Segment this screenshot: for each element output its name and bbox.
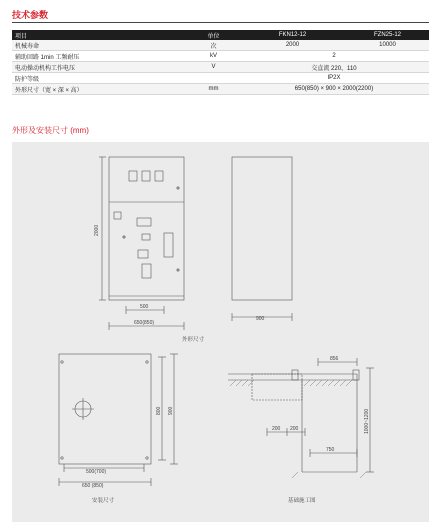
spec-table	[12, 30, 429, 95]
cell-fzn: 10000	[346, 40, 429, 51]
table-header-row	[12, 30, 429, 40]
title-rule	[12, 22, 429, 23]
table-row	[12, 84, 429, 95]
caption-foundation: 基础施工图	[288, 498, 316, 504]
cell-merged: 2	[239, 51, 429, 62]
col-fzn: FZN25-12	[346, 30, 429, 40]
cell-item: 防护等级	[12, 73, 188, 84]
dim-side-depth: 900	[256, 316, 265, 322]
cell-item: 外形尺寸（宽 × 深 × 高）	[12, 84, 188, 95]
foundation-view	[228, 358, 374, 472]
front-view-marks	[122, 186, 180, 272]
dim-install-depth-1: 800	[156, 406, 162, 415]
dim-foundation-200a: 200	[272, 426, 281, 432]
dim-foundation-height: 1000~1200	[364, 408, 370, 434]
dim-install-width-1: 500(700)	[86, 469, 107, 475]
table-row	[12, 51, 429, 62]
dim-front-height: 2000	[94, 224, 100, 236]
cell-merged: IP2X	[239, 73, 429, 84]
table-row	[12, 40, 429, 51]
technical-drawings	[12, 142, 429, 522]
cell-fkn: 2000	[239, 40, 346, 51]
cell-unit: mm	[188, 84, 239, 95]
dim-install-depth-2: 900	[168, 406, 174, 415]
install-view	[59, 354, 178, 486]
cell-item: 机械寿命	[12, 40, 188, 51]
cell-unit: kV	[188, 51, 239, 62]
dim-front-inner-width: 500	[140, 304, 149, 310]
cell-unit	[188, 73, 239, 84]
caption-outline: 外形尺寸	[182, 337, 205, 343]
drawing-panel	[12, 142, 429, 522]
dim-foundation-750: 750	[326, 447, 335, 453]
cell-item: 辅助回路 1min 工频耐压	[12, 51, 188, 62]
dim-foundation-top: 856	[330, 356, 339, 362]
cell-unit: V	[188, 62, 239, 73]
section-title-dimensions: 外形及安装尺寸 (mm)	[12, 126, 89, 135]
cell-merged: 交直流 220、110	[239, 62, 429, 73]
table-row	[12, 73, 429, 84]
dim-foundation-200b: 200	[290, 426, 299, 432]
col-fkn: FKN12-12	[239, 30, 346, 40]
caption-install: 安装尺寸	[92, 498, 115, 504]
cell-item: 电动操动机构工作电压	[12, 62, 188, 73]
table-row	[12, 62, 429, 73]
col-item: 项目	[12, 30, 188, 40]
col-unit: 单位	[188, 30, 239, 40]
side-view	[232, 157, 292, 321]
cell-unit: 次	[188, 40, 239, 51]
dim-front-width: 650(850)	[134, 320, 155, 326]
section-title-tech-params: 技术参数	[12, 10, 49, 20]
dim-install-width-2: 650 (850)	[82, 483, 104, 489]
cell-merged: 650(850) × 900 × 2000(2200)	[239, 84, 429, 95]
